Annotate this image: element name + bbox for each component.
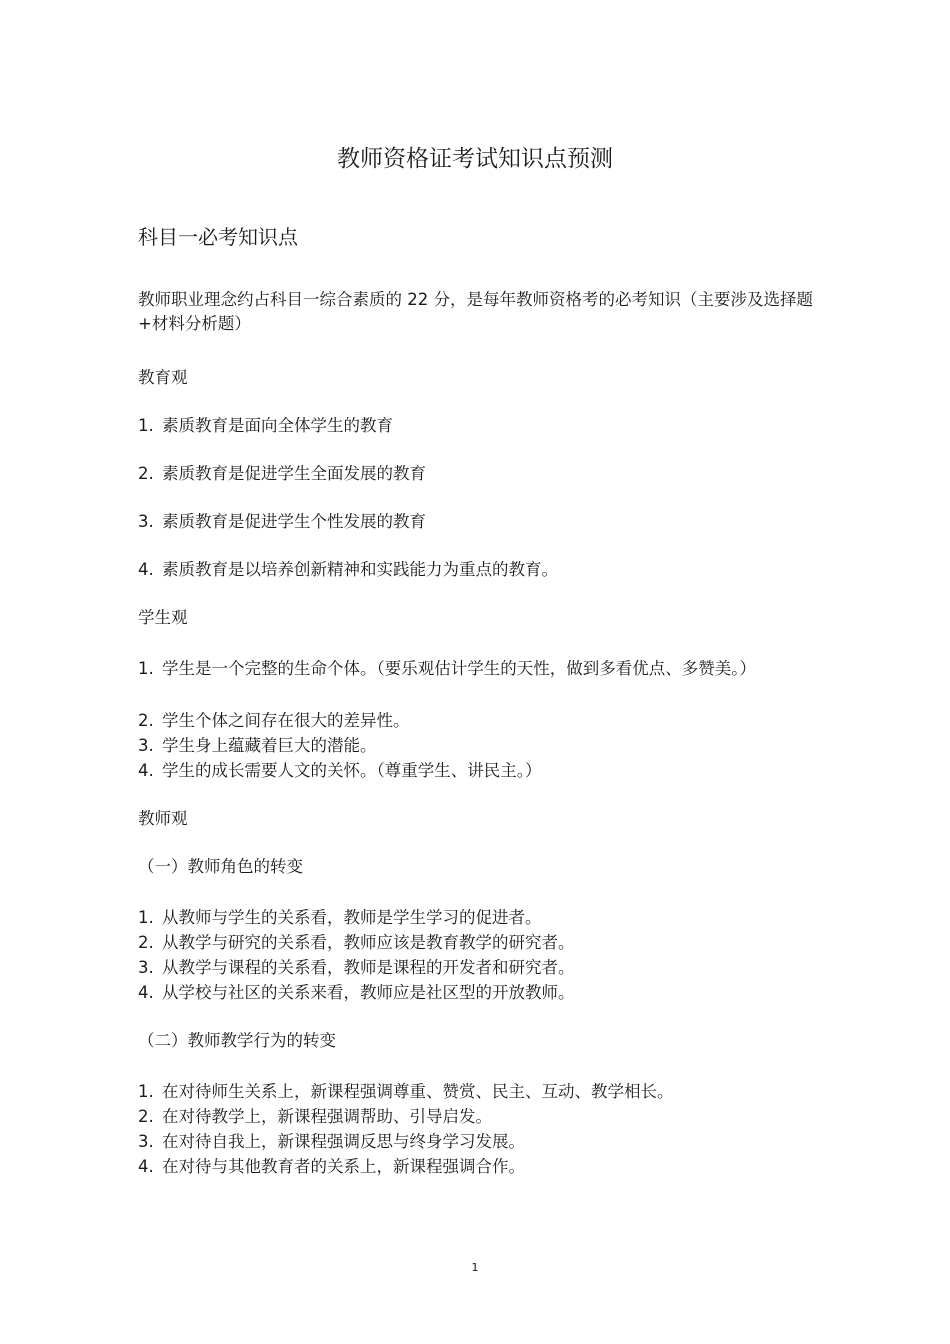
section-title: 科目一必考知识点 xyxy=(138,225,298,249)
behavior-shift-heading: （二）教师教学行为的转变 xyxy=(138,1031,336,1050)
list-item-number: 2. xyxy=(138,1107,154,1126)
list-item-number: 2. xyxy=(138,933,154,952)
list-item xyxy=(138,1130,828,1154)
list-item-text: 学生的成长需要人文的关怀。（尊重学生、讲民主。） xyxy=(162,761,542,780)
list-item xyxy=(138,414,828,438)
page-number: 1 xyxy=(471,1261,479,1274)
list-item-text: 素质教育是以培养创新精神和实践能力为重点的教育。 xyxy=(162,560,558,579)
list-item-number: 3. xyxy=(138,958,154,977)
list-item-number: 4. xyxy=(138,1157,154,1176)
list-item-number: 1. xyxy=(138,908,154,927)
list-item-text: 在对待与其他教育者的关系上，新课程强调合作。 xyxy=(162,1157,525,1176)
list-item xyxy=(138,657,828,681)
list-item-text: 在对待自我上，新课程强调反思与终身学习发展。 xyxy=(162,1132,525,1151)
list-item-number: 3. xyxy=(138,736,154,755)
list-item xyxy=(138,462,828,486)
list-item-number: 3. xyxy=(138,1132,154,1151)
list-item-text: 学生身上蕴藏着巨大的潜能。 xyxy=(162,736,377,755)
list-item-text: 在对待教学上，新课程强调帮助、引导启发。 xyxy=(162,1107,492,1126)
list-item-text: 从教师与学生的关系看，教师是学生学习的促进者。 xyxy=(162,908,542,927)
document-title: 教师资格证考试知识点预测 xyxy=(337,146,613,172)
list-item xyxy=(138,1105,828,1129)
list-item-number: 4. xyxy=(138,560,154,579)
education-view-heading: 教育观 xyxy=(138,368,188,387)
teacher-view-heading: 教师观 xyxy=(138,809,188,828)
intro-paragraph: 教师职业理念约占科目一综合素质的 22 分，是每年教师资格考的必考知识（主要涉及选择题+材料分析题） xyxy=(138,290,813,333)
list-item xyxy=(138,558,828,582)
list-item xyxy=(138,956,828,980)
list-item-text: 学生个体之间存在很大的差异性。 xyxy=(162,711,410,730)
list-item xyxy=(138,931,828,955)
list-item-text: 素质教育是促进学生全面发展的教育 xyxy=(162,464,426,483)
list-item-text: 学生是一个完整的生命个体。（要乐观估计学生的天性，做到多看优点、多赞美。） xyxy=(162,659,756,678)
list-item-text: 素质教育是促进学生个性发展的教育 xyxy=(162,512,426,531)
list-item-text: 从教学与研究的关系看，教师应该是教育教学的研究者。 xyxy=(162,933,575,952)
role-shift-heading: （一）教师角色的转变 xyxy=(138,857,303,876)
list-item-number: 1. xyxy=(138,659,154,678)
list-item xyxy=(138,510,828,534)
list-item xyxy=(138,759,828,783)
list-item xyxy=(138,981,828,1005)
student-view-heading: 学生观 xyxy=(138,608,188,627)
list-item xyxy=(138,709,828,733)
list-item xyxy=(138,1080,828,1104)
list-item-number: 1. xyxy=(138,416,154,435)
list-item-text: 从学校与社区的关系来看，教师应是社区型的开放教师。 xyxy=(162,983,575,1002)
list-item xyxy=(138,906,828,930)
list-item xyxy=(138,1155,828,1179)
list-item-number: 4. xyxy=(138,761,154,780)
list-item-number: 2. xyxy=(138,711,154,730)
list-item-number: 3. xyxy=(138,512,154,531)
list-item-number: 1. xyxy=(138,1082,154,1101)
list-item-number: 4. xyxy=(138,983,154,1002)
list-item-text: 素质教育是面向全体学生的教育 xyxy=(162,416,393,435)
list-item-number: 2. xyxy=(138,464,154,483)
list-item xyxy=(138,734,828,758)
list-item-text: 在对待师生关系上，新课程强调尊重、赞赏、民主、互动、教学相长。 xyxy=(162,1082,674,1101)
list-item-text: 从教学与课程的关系看，教师是课程的开发者和研究者。 xyxy=(162,958,575,977)
